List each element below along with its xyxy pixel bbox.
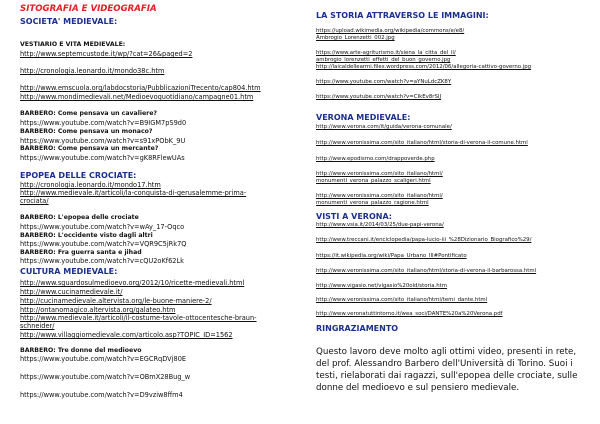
link-villaggio[interactable]: http://www.villaggiomedievale.com/articolo.asp?TOPIC_ID=1562 (20, 331, 233, 339)
link-mondimedievali[interactable]: http://www.mondimedievali.net/Medioevoquotidiano/campagne01.htm (20, 93, 254, 101)
section-heading-ringraziamento: RINGRAZIAMENTO (316, 324, 399, 333)
section-heading-visti: VISTI A VERONA: (316, 212, 392, 221)
link-cronologia-2[interactable]: http://cronologia.leonardo.it/mondo17.htm (20, 181, 161, 189)
image-link[interactable]: https://www.arte-agriturismo.it/siena_la_citta_del_il/ (316, 50, 456, 56)
video-link[interactable]: https://www.youtube.com/watch?v=VQR9C5jRk7Q (20, 240, 187, 248)
barbero-label: BARBERO: Fra guerra santa e jihad (20, 249, 142, 256)
barbero-label: BARBERO: Tre donne del medioevo (20, 347, 142, 354)
link-cronologia[interactable]: http://cronologia.leonardo.it/mondo38c.htm (20, 67, 165, 75)
image-link[interactable]: http://laicaldellearmi.files.wordpress.com/2012/06/allegoria-cattivo-governo.jpg (316, 64, 532, 70)
link-costume[interactable]: http://www.medievale.it/articoli/il-costume-tavole-ottocentesche-braun- (20, 314, 257, 322)
section-heading-cultura: CULTURA MEDIEVALE: (20, 267, 118, 276)
video-link[interactable]: https://www.youtube.com/watch?v=wAy_17-Oqco (20, 223, 185, 231)
verona-link[interactable]: http://www.veronissima.com/sito_italiano/html/ (316, 193, 443, 199)
acknowledgement-paragraph: Questo lavoro deve molto agli ottimi video, presenti in rete, del prof. Alessandro Barbero dell'Università di Torino. Suoi i testi, rielaborati dai ragazzi, sull'epopea delle crociate, sulle donne del medioevo e sul pensiero medievale. (316, 347, 578, 393)
subheading-vestiario: VESTIARIO E VITA MEDIEVALE: (20, 41, 126, 48)
visti-link[interactable]: https://it.wikipedia.org/wiki/Papa_Urbano_III#Pontificato (316, 253, 467, 259)
verona-link-cont[interactable]: monumenti_verona_palazzo_scaligeri.html (316, 178, 431, 184)
verona-link[interactable]: http://www.veronissima.com/sito_italiano/html/ (316, 171, 443, 177)
section-heading-immagini: LA STORIA ATTRAVERSO LE IMMAGINI: (316, 11, 489, 20)
link-costume-cont[interactable]: schneider/ (20, 322, 55, 330)
link-vestiario[interactable]: http://www.septemcustode.it/wp/?cat=26&paged=2 (20, 50, 193, 58)
main-title: SITOGRAFIA E VIDEOGRAFIA (20, 4, 157, 14)
link-sguardo[interactable]: http://www.sguardosulmedioevo.org/2012/10/ricette-medievali.html (20, 279, 245, 287)
video-link[interactable]: https://www.youtube.com/watch?v=CIkEv8rSIJ (316, 94, 442, 100)
barbero-label: BARBERO: Come pensava un mercante? (20, 145, 159, 152)
section-heading-verona-medievale: VERONA MEDIEVALE: (316, 113, 411, 122)
link-cucina-1[interactable]: http://www.cucinamedievale.it/ (20, 288, 123, 296)
visti-link[interactable]: http://www.vsia.it/2014/03/25/due-papi-verona/ (316, 222, 444, 228)
visti-link[interactable]: http://www.vigasio.net/vigasio%20old/storia.htm (316, 283, 448, 289)
video-link[interactable]: https://www.youtube.com/watch?v=cQU2oKf62Lk (20, 257, 184, 265)
verona-link[interactable]: http://www.epodismo.com/drappoverde.php (316, 156, 435, 162)
video-link[interactable]: https://www.youtube.com/watch?v=D9vziw8ffm4 (20, 391, 183, 399)
video-link[interactable]: https://www.youtube.com/watch?v=gK8RFlewUAs (20, 154, 185, 162)
barbero-label: BARBERO: L'epopea delle crociate (20, 214, 139, 221)
video-link[interactable]: https://www.youtube.com/watch?v=aYNuLdcZK8Y (316, 79, 452, 85)
verona-link-cont[interactable]: monumenti_verona_palazzo_ragione.html (316, 200, 429, 206)
visti-link[interactable]: http://www.veronatuttintorno.it/wea_soci/DANTE%20a%20Verona.pdf (316, 311, 503, 317)
link-medievale-gerusalemme-cont[interactable]: crociata/ (20, 197, 49, 205)
verona-link[interactable]: http://www.veronissima.com/sito_italiano/html/storia-di-verona-il-comune.html (316, 140, 528, 146)
link-cucina-2[interactable]: http://cucinamedievale.altervista.org/le-buone-maniere-2/ (20, 297, 212, 305)
barbero-label: BARBERO: Come pensava un cavaliere? (20, 110, 157, 117)
video-link[interactable]: https://www.youtube.com/watch?v=s91xPObK_9U (20, 137, 186, 145)
video-link[interactable]: https://www.youtube.com/watch?v=B9IGM7pS9d0 (20, 119, 187, 127)
video-link[interactable]: https://www.youtube.com/watch?v=EGCRqDVj80E (20, 355, 187, 363)
visti-link[interactable]: http://www.treccani.it/enciclopedia/papa-lucio-iii_%28Dizionario_Biografico%29/ (316, 237, 532, 243)
video-link[interactable]: https://www.youtube.com/watch?v=OBmX28Bug_w (20, 373, 191, 381)
link-ontano[interactable]: http://ontanomagico.altervista.org/galateo.htm (20, 306, 176, 314)
barbero-label: BARBERO: Come pensava un monaco? (20, 128, 153, 135)
visti-link[interactable]: http://www.veronissima.com/sito_italiano/html/storia-di-verona-il-barbarossa.html (316, 268, 537, 274)
visti-link[interactable]: http://www.veronissima.com/sito_italiano/html/temi_dante.html (316, 297, 488, 303)
image-link-cont[interactable]: Ambrogio_Lorenzetti_002.jpg (316, 35, 395, 41)
image-link[interactable]: https://upload.wikimedia.org/wikipedia/commons/e/e8/ (316, 28, 465, 34)
link-medievale-gerusalemme[interactable]: http://www.medievale.it/articoli/la-conquista-di-gerusalemme-prima- (20, 189, 247, 197)
barbero-label: BARBERO: L'occidente visto dagli altri (20, 232, 153, 239)
verona-link[interactable]: http://www.verona.com/it/guida/verona-comunale/ (316, 124, 452, 130)
section-heading-crociate: EPOPEA DELLE CROCIATE: (20, 171, 137, 180)
section-heading-societa: SOCIETA' MEDIEVALE: (20, 17, 118, 26)
link-emscuola[interactable]: http://www.emscuola.org/labdocstoria/PubblicazioniTrecento/cap804.htm (20, 84, 261, 92)
image-link-cont[interactable]: ambrogio_lorenzetti_effetti_del_buon_governo.jpg (316, 57, 451, 63)
